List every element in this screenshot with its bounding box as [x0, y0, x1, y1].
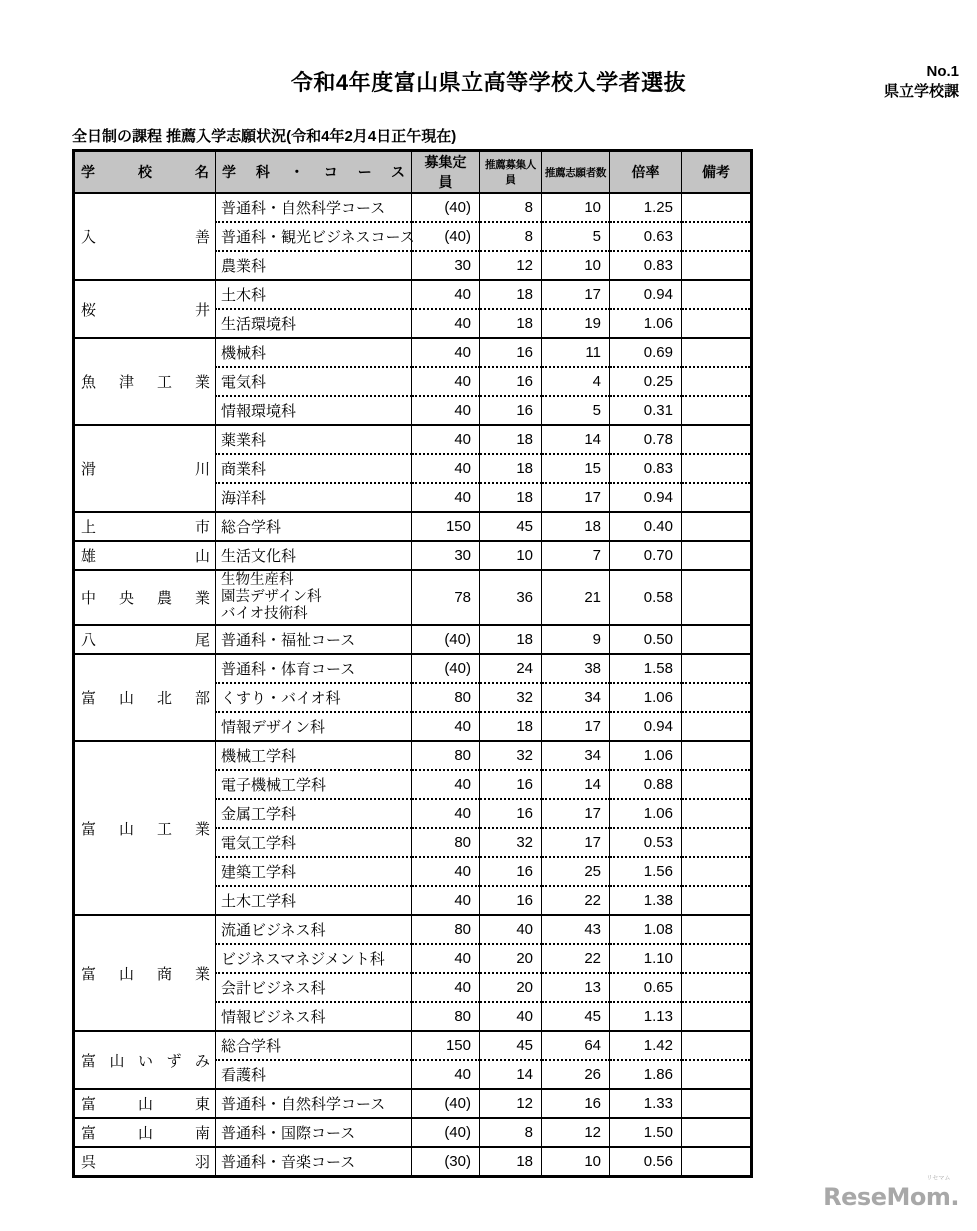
cell-remarks: [682, 338, 752, 367]
cell-department: 生活文化科: [216, 541, 412, 570]
cell-capacity: 40: [412, 280, 480, 309]
cell-applicants: 17: [542, 828, 610, 857]
cell-school-name: 入善: [74, 193, 216, 280]
cell-department: 情報ビジネス科: [216, 1002, 412, 1031]
cell-ratio: 1.25: [610, 193, 682, 222]
page-title: 令和4年度富山県立高等学校入学者選抜: [290, 70, 687, 95]
cell-school-name: 富山商業: [74, 915, 216, 1031]
cell-capacity: 30: [412, 251, 480, 280]
cell-applicants: 15: [542, 454, 610, 483]
cell-ratio: 1.56: [610, 857, 682, 886]
cell-applicants: 14: [542, 425, 610, 454]
cell-remarks: [682, 1031, 752, 1060]
cell-remarks: [682, 712, 752, 741]
cell-recommend-quota: 18: [480, 712, 542, 741]
cell-recommend-quota: 8: [480, 222, 542, 251]
cell-department: 商業科: [216, 454, 412, 483]
cell-ratio: 0.65: [610, 973, 682, 1002]
cell-applicants: 45: [542, 1002, 610, 1031]
cell-capacity: (40): [412, 654, 480, 683]
cell-department: 普通科・福祉コース: [216, 625, 412, 654]
table-row: [74, 512, 752, 541]
cell-applicants: 26: [542, 1060, 610, 1089]
cell-recommend-quota: 45: [480, 1031, 542, 1060]
cell-capacity: 40: [412, 367, 480, 396]
cell-capacity: (30): [412, 1147, 480, 1176]
cell-school-name: 上市: [74, 512, 216, 541]
cell-remarks: [682, 251, 752, 280]
cell-capacity: 40: [412, 338, 480, 367]
cell-remarks: [682, 1060, 752, 1089]
cell-recommend-quota: 12: [480, 251, 542, 280]
cell-ratio: 1.06: [610, 799, 682, 828]
cell-recommend-quota: 18: [480, 1147, 542, 1176]
cell-remarks: [682, 425, 752, 454]
cell-applicants: 19: [542, 309, 610, 338]
cell-applicants: 17: [542, 712, 610, 741]
table-row: [74, 915, 752, 944]
cell-department: 流通ビジネス科: [216, 915, 412, 944]
cell-recommend-quota: 45: [480, 512, 542, 541]
cell-school-name: 富山工業: [74, 741, 216, 915]
cell-department: 電気工学科: [216, 828, 412, 857]
cell-applicants: 13: [542, 973, 610, 1002]
table-row: [74, 1089, 752, 1118]
cell-recommend-quota: 16: [480, 857, 542, 886]
watermark-text-rese: Rese: [823, 1183, 887, 1211]
cell-remarks: [682, 741, 752, 770]
cell-ratio: 0.78: [610, 425, 682, 454]
cell-department: 建築工学科: [216, 857, 412, 886]
col-header-recommend-quota: 推薦募集人員: [480, 151, 542, 194]
cell-department: 普通科・音楽コース: [216, 1147, 412, 1176]
resemom-watermark: [823, 1175, 959, 1211]
cell-remarks: [682, 944, 752, 973]
cell-ratio: 0.31: [610, 396, 682, 425]
cell-school-name: 滑川: [74, 425, 216, 512]
cell-recommend-quota: 16: [480, 799, 542, 828]
cell-department: 金属工学科: [216, 799, 412, 828]
cell-ratio: 0.40: [610, 512, 682, 541]
cell-remarks: [682, 1089, 752, 1118]
cell-remarks: [682, 222, 752, 251]
cell-recommend-quota: 32: [480, 683, 542, 712]
cell-capacity: 40: [412, 483, 480, 512]
cell-department: ビジネスマネジメント科: [216, 944, 412, 973]
cell-ratio: 0.56: [610, 1147, 682, 1176]
cell-capacity: 40: [412, 712, 480, 741]
cell-capacity: 80: [412, 741, 480, 770]
cell-remarks: [682, 857, 752, 886]
cell-recommend-quota: 32: [480, 741, 542, 770]
cell-capacity: 40: [412, 425, 480, 454]
cell-department: 農業科: [216, 251, 412, 280]
cell-school-name: 魚津工業: [74, 338, 216, 425]
cell-applicants: 22: [542, 886, 610, 915]
cell-applicants: 17: [542, 799, 610, 828]
cell-applicants: 11: [542, 338, 610, 367]
cell-remarks: [682, 367, 752, 396]
cell-ratio: 0.88: [610, 770, 682, 799]
cell-applicants: 4: [542, 367, 610, 396]
cell-ratio: 0.70: [610, 541, 682, 570]
cell-recommend-quota: 14: [480, 1060, 542, 1089]
cell-applicants: 10: [542, 251, 610, 280]
cell-remarks: [682, 1147, 752, 1176]
cell-ratio: 0.94: [610, 280, 682, 309]
cell-recommend-quota: 16: [480, 886, 542, 915]
cell-applicants: 22: [542, 944, 610, 973]
cell-recommend-quota: 16: [480, 396, 542, 425]
cell-department: 情報デザイン科: [216, 712, 412, 741]
cell-department: 普通科・体育コース: [216, 654, 412, 683]
header-right-block: [884, 62, 959, 103]
cell-capacity: 80: [412, 683, 480, 712]
cell-capacity: 150: [412, 1031, 480, 1060]
cell-remarks: [682, 483, 752, 512]
cell-capacity: (40): [412, 193, 480, 222]
cell-ratio: 0.69: [610, 338, 682, 367]
cell-remarks: [682, 396, 752, 425]
cell-remarks: [682, 454, 752, 483]
cell-department: 土木科: [216, 280, 412, 309]
cell-remarks: [682, 886, 752, 915]
cell-applicants: 5: [542, 396, 610, 425]
cell-remarks: [682, 1118, 752, 1147]
watermark-dot: .: [950, 1183, 959, 1211]
cell-department: 機械工学科: [216, 741, 412, 770]
table-row: [74, 338, 752, 367]
cell-capacity: 40: [412, 857, 480, 886]
cell-capacity: 40: [412, 1060, 480, 1089]
cell-applicants: 17: [542, 280, 610, 309]
cell-capacity: 40: [412, 770, 480, 799]
cell-remarks: [682, 654, 752, 683]
cell-applicants: 10: [542, 193, 610, 222]
cell-department: 情報環境科: [216, 396, 412, 425]
cell-ratio: 1.10: [610, 944, 682, 973]
table-row: [74, 193, 752, 222]
cell-remarks: [682, 193, 752, 222]
cell-school-name: 八尾: [74, 625, 216, 654]
cell-remarks: [682, 1002, 752, 1031]
cell-capacity: 40: [412, 973, 480, 1002]
cell-department: 生活環境科: [216, 309, 412, 338]
cell-recommend-quota: 40: [480, 915, 542, 944]
cell-school-name: 雄山: [74, 541, 216, 570]
cell-capacity: 40: [412, 799, 480, 828]
col-header-school: 学校名: [74, 151, 216, 194]
page-number: No.1: [926, 63, 959, 80]
cell-department: 会計ビジネス科: [216, 973, 412, 1002]
cell-remarks: [682, 799, 752, 828]
cell-capacity: (40): [412, 1118, 480, 1147]
cell-ratio: 0.94: [610, 483, 682, 512]
cell-applicants: 25: [542, 857, 610, 886]
col-header-department: 学科・コース: [216, 151, 412, 194]
cell-ratio: 1.58: [610, 654, 682, 683]
cell-remarks: [682, 770, 752, 799]
cell-department: 普通科・観光ビジネスコース: [216, 222, 412, 251]
cell-ratio: 1.06: [610, 741, 682, 770]
cell-recommend-quota: 40: [480, 1002, 542, 1031]
cell-ratio: 1.38: [610, 886, 682, 915]
cell-ratio: 1.08: [610, 915, 682, 944]
cell-ratio: 1.06: [610, 309, 682, 338]
cell-applicants: 17: [542, 483, 610, 512]
table-body: [74, 193, 752, 1176]
cell-applicants: 16: [542, 1089, 610, 1118]
table-row: [74, 1118, 752, 1147]
cell-department: 海洋科: [216, 483, 412, 512]
table-header-row: [74, 151, 752, 194]
cell-remarks: [682, 915, 752, 944]
cell-remarks: [682, 280, 752, 309]
cell-school-name: 富山北部: [74, 654, 216, 741]
cell-school-name: 富山東: [74, 1089, 216, 1118]
table-row: [74, 741, 752, 770]
table-caption: 全日制の課程 推薦入学志願状況(令和4年2月4日正午現在): [72, 128, 457, 145]
cell-remarks: [682, 683, 752, 712]
cell-ratio: 1.06: [610, 683, 682, 712]
cell-capacity: 150: [412, 512, 480, 541]
table-row: [74, 570, 752, 625]
cell-ratio: 0.50: [610, 625, 682, 654]
cell-applicants: 5: [542, 222, 610, 251]
cell-remarks: [682, 973, 752, 1002]
cell-ratio: 1.42: [610, 1031, 682, 1060]
cell-capacity: 40: [412, 309, 480, 338]
cell-department: 機械科: [216, 338, 412, 367]
col-header-remarks: 備考: [682, 151, 752, 194]
cell-applicants: 12: [542, 1118, 610, 1147]
cell-capacity: 80: [412, 915, 480, 944]
watermark-ruby: リセマム: [926, 1175, 951, 1182]
cell-capacity: 40: [412, 396, 480, 425]
table-row: [74, 280, 752, 309]
cell-recommend-quota: 16: [480, 770, 542, 799]
cell-ratio: 1.50: [610, 1118, 682, 1147]
cell-capacity: 30: [412, 541, 480, 570]
cell-recommend-quota: 20: [480, 944, 542, 973]
cell-applicants: 10: [542, 1147, 610, 1176]
cell-recommend-quota: 16: [480, 338, 542, 367]
col-header-capacity: 募集定員: [412, 151, 480, 194]
cell-capacity: (40): [412, 625, 480, 654]
table-row: [74, 541, 752, 570]
cell-recommend-quota: 18: [480, 483, 542, 512]
cell-recommend-quota: 12: [480, 1089, 542, 1118]
cell-remarks: [682, 541, 752, 570]
cell-ratio: 1.33: [610, 1089, 682, 1118]
cell-recommend-quota: 10: [480, 541, 542, 570]
cell-applicants: 21: [542, 570, 610, 625]
cell-capacity: 80: [412, 1002, 480, 1031]
cell-department: 薬業科: [216, 425, 412, 454]
cell-capacity: 80: [412, 828, 480, 857]
cell-school-name: 富山いずみ: [74, 1031, 216, 1089]
cell-ratio: 0.94: [610, 712, 682, 741]
cell-remarks: [682, 828, 752, 857]
cell-remarks: [682, 512, 752, 541]
cell-school-name: 呉羽: [74, 1147, 216, 1176]
cell-department: 看護科: [216, 1060, 412, 1089]
cell-capacity: (40): [412, 1089, 480, 1118]
cell-department: 普通科・自然科学コース: [216, 1089, 412, 1118]
cell-applicants: 9: [542, 625, 610, 654]
cell-department: 電気科: [216, 367, 412, 396]
cell-department: 土木工学科: [216, 886, 412, 915]
issuing-department: 県立学校課: [883, 83, 959, 101]
cell-recommend-quota: 18: [480, 454, 542, 483]
cell-ratio: 0.53: [610, 828, 682, 857]
cell-recommend-quota: 18: [480, 280, 542, 309]
cell-applicants: 43: [542, 915, 610, 944]
cell-applicants: 7: [542, 541, 610, 570]
cell-ratio: 0.25: [610, 367, 682, 396]
table-row: [74, 1031, 752, 1060]
cell-applicants: 34: [542, 741, 610, 770]
page-header: [0, 60, 977, 116]
cell-ratio: 0.63: [610, 222, 682, 251]
cell-applicants: 38: [542, 654, 610, 683]
cell-school-name: 桜井: [74, 280, 216, 338]
cell-ratio: 0.83: [610, 251, 682, 280]
col-header-applicants: 推薦志願者数: [542, 151, 610, 194]
cell-applicants: 18: [542, 512, 610, 541]
cell-remarks: [682, 309, 752, 338]
cell-applicants: 64: [542, 1031, 610, 1060]
table-container: [72, 149, 750, 1178]
cell-ratio: 0.58: [610, 570, 682, 625]
cell-recommend-quota: 20: [480, 973, 542, 1002]
cell-school-name: 中央農業: [74, 570, 216, 625]
cell-recommend-quota: 32: [480, 828, 542, 857]
admissions-table: [72, 149, 753, 1178]
table-row: [74, 1147, 752, 1176]
cell-capacity: 40: [412, 886, 480, 915]
cell-recommend-quota: 36: [480, 570, 542, 625]
table-row: [74, 425, 752, 454]
col-header-ratio: 倍率: [610, 151, 682, 194]
cell-applicants: 34: [542, 683, 610, 712]
cell-ratio: 1.13: [610, 1002, 682, 1031]
cell-ratio: 0.83: [610, 454, 682, 483]
cell-department: 生物生産科 園芸デザイン科 バイオ技術科: [216, 570, 412, 625]
cell-school-name: 富山南: [74, 1118, 216, 1147]
table-row: [74, 654, 752, 683]
cell-applicants: 14: [542, 770, 610, 799]
cell-department: 電子機械工学科: [216, 770, 412, 799]
cell-department: 総合学科: [216, 512, 412, 541]
cell-capacity: (40): [412, 222, 480, 251]
watermark-text-mom: Mom: [886, 1183, 951, 1211]
cell-remarks: [682, 570, 752, 625]
cell-department: 総合学科: [216, 1031, 412, 1060]
cell-ratio: 1.86: [610, 1060, 682, 1089]
table-head: [74, 151, 752, 194]
cell-recommend-quota: 18: [480, 309, 542, 338]
cell-department: 普通科・国際コース: [216, 1118, 412, 1147]
cell-recommend-quota: 16: [480, 367, 542, 396]
cell-department: くすり・バイオ科: [216, 683, 412, 712]
cell-recommend-quota: 18: [480, 425, 542, 454]
cell-recommend-quota: 8: [480, 1118, 542, 1147]
cell-recommend-quota: 18: [480, 625, 542, 654]
cell-recommend-quota: 8: [480, 193, 542, 222]
cell-recommend-quota: 24: [480, 654, 542, 683]
cell-capacity: 40: [412, 454, 480, 483]
cell-capacity: 40: [412, 944, 480, 973]
table-row: [74, 625, 752, 654]
cell-remarks: [682, 625, 752, 654]
cell-department: 普通科・自然科学コース: [216, 193, 412, 222]
cell-capacity: 78: [412, 570, 480, 625]
